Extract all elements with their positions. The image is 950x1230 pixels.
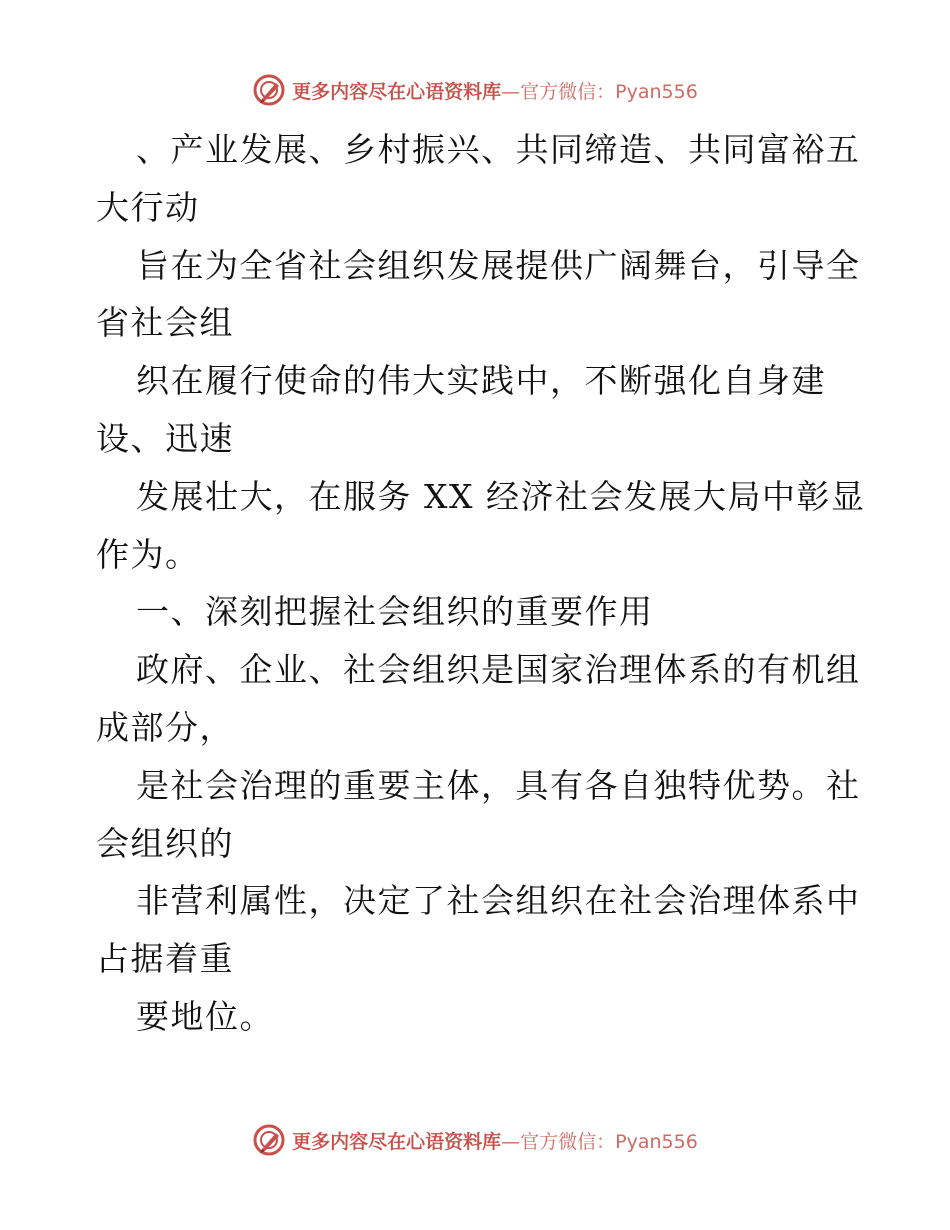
text-line: 发展壮大，在服务 XX 经济社会发展大局中彰显 (136, 476, 866, 516)
watermark-text: 更多内容尽在心语资料库—官方微信：Pyan556 (292, 1130, 698, 1153)
text-line: 占据着重 (96, 939, 234, 979)
text-line: 非营利属性，决定了社会组织在社会治理体系中 (136, 881, 861, 921)
footer-watermark (0, 1120, 950, 1160)
watermark-text: 更多内容尽在心语资料库—官方微信：Pyan556 (292, 80, 698, 103)
text-line: 成部分， (96, 707, 234, 747)
text-line: 大行动 (96, 187, 200, 227)
text-line: 一、深刻把握社会组织的重要作用 (136, 592, 654, 632)
pen-logo-icon (252, 1123, 286, 1157)
text-line: 政府、企业、社会组织是国家治理体系的有机组 (136, 650, 861, 690)
text-line: 旨在为全省社会组织发展提供广阔舞台，引导全 (136, 245, 861, 285)
text-line: 设、迅速 (96, 418, 234, 458)
header-watermark (0, 70, 950, 110)
text-line: 要地位。 (136, 996, 274, 1036)
text-line: 会组织的 (96, 823, 234, 863)
text-line: 、产业发展、乡村振兴、共同缔造、共同富裕五 (136, 130, 861, 169)
text-line: 作为。 (96, 534, 200, 574)
text-line: 织在履行使命的伟大实践中，不断强化自身建 (136, 361, 826, 401)
text-line: 是社会治理的重要主体，具有各自独特优势。社 (136, 765, 861, 805)
text-line: 省社会组 (96, 303, 234, 343)
document-body (96, 121, 866, 1046)
pen-logo-icon (252, 73, 286, 107)
